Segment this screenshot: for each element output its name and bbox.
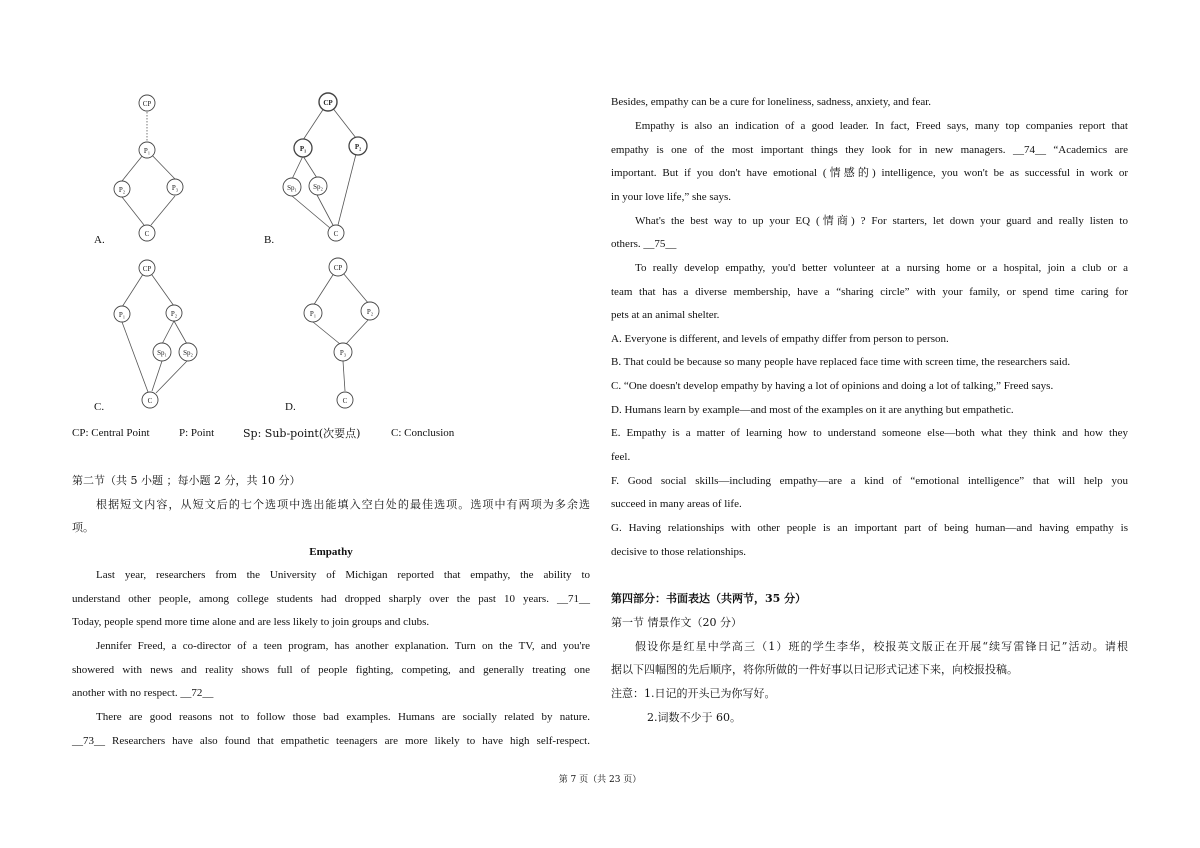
node-d-c: C <box>342 397 348 405</box>
option-f-cont: succeed in many areas of life. <box>611 498 742 510</box>
part4-subheading: 第一节 情景作文（20 分） <box>611 616 742 629</box>
part4-note-2: 2.词数不少于 60。 <box>647 711 741 724</box>
node-b-p1: P₁ <box>299 145 307 153</box>
passage-line: There are good reasons not to follow those bad examples. Humans are socially related by nature. <box>96 711 590 723</box>
passage-line: another with no respect. __72__ <box>72 687 214 699</box>
passage-line: Jennifer Freed, a co-director of a teen program, has another explanation. Turn on the TV, and you're <box>96 640 590 652</box>
node-b-cp: CP <box>323 99 333 107</box>
node-a-p3: P₃ <box>171 184 179 192</box>
part4-instruction: 假设你是红星中学高三（1）班的学生李华，校报英文版正在开展“续写雷锋日记”活动。请根 <box>635 640 1128 653</box>
legend-sp: Sp: Sub-point(次要点) <box>243 427 361 440</box>
node-b-sp1: Sp₁ <box>287 184 297 192</box>
option-g: G. Having relationships with other people is an important part of being human—and having empathy is <box>611 522 1128 534</box>
node-c-cp: CP <box>142 265 152 273</box>
node-c-p2: P₂ <box>170 310 178 318</box>
diagram-label-c: C. <box>94 401 105 413</box>
passage-line: Last year, researchers from the University of Michigan reported that empathy, the ability to <box>96 569 590 581</box>
section2-heading: 第二节（共 5 小题 ；每小题 2 分，共 10 分） <box>72 474 301 487</box>
option-d: D. Humans learn by example—and most of the examples on it are anything but empathetic. <box>611 404 1014 416</box>
passage-line: important. But if you don't have emotional (情感的) intelligence, you won't be as successful in work or <box>611 167 1128 179</box>
passage-line: Today, people spend more time alone and are less likely to join groups and clubs. <box>72 616 430 628</box>
passage-title: Empathy <box>309 546 353 558</box>
node-d-p3: P₃ <box>339 349 347 357</box>
option-b: B. That could be because so many people have replaced face time with screen time, the researchers said. <box>611 356 1071 368</box>
passage-line: empathy is one of the most important things they look for in new managers. __74__ “Academics are <box>611 144 1128 156</box>
node-a-p1: P₁ <box>143 147 151 155</box>
part4-heading: 第四部分：书面表达（共两节，35 分） <box>611 592 807 605</box>
passage-line: Empathy is also an indication of a good leader. In fact, Freed says, many top companies report that <box>635 120 1128 132</box>
node-d-p1: P₁ <box>309 310 317 318</box>
passage-line: __73__ Researchers have also found that empathetic teenagers are more likely to have high self-respect. <box>72 735 590 747</box>
node-d-cp: CP <box>333 264 343 272</box>
node-b-p2: P₂ <box>354 143 362 151</box>
option-e: E. Empathy is a matter of learning how to understand someone else—both what they think and how they <box>611 427 1128 439</box>
node-c-sp2: Sp₂ <box>183 349 193 357</box>
node-b-sp2: Sp₂ <box>313 183 323 191</box>
node-c-p1: P₁ <box>118 311 126 319</box>
legend-cp: CP: Central Point <box>72 427 150 439</box>
option-a: A. Everyone is different, and levels of empathy differ from person to person. <box>611 333 949 345</box>
option-e-cont: feel. <box>611 451 631 463</box>
passage-line: To really develop empathy, you'd better volunteer at a nursing home or a hospital, join a club or a <box>635 262 1128 274</box>
legend-c: C: Conclusion <box>391 427 455 439</box>
diagram-graphics <box>72 88 492 422</box>
node-b-c: C <box>333 230 339 238</box>
node-c-sp1: Sp₁ <box>157 349 167 357</box>
node-a-cp: CP <box>142 100 152 108</box>
option-c: C. “One doesn't develop empathy by having a lot of opinions and doing a lot of talking,” Freed says. <box>611 380 1054 392</box>
option-f: F. Good social skills—including empathy—are a kind of “emotional intelligence” that will help you <box>611 475 1128 487</box>
part4-note-1: 注意：1.日记的开头已为你写好。 <box>611 687 776 700</box>
passage-line: showered with news and reality shows full of people fighting, competing, and generally treating one <box>72 664 590 676</box>
passage-line: pets at an animal shelter. <box>611 309 720 321</box>
diagram-label-b: B. <box>264 234 275 246</box>
passage-line: understand other people, among college students had dropped sharply over the past 10 years. __71__ <box>72 593 590 605</box>
passage-line: Besides, empathy can be a cure for loneliness, sadness, anxiety, and fear. <box>611 96 932 108</box>
node-d-p2: P₂ <box>366 308 374 316</box>
page-footer: 第 7 页（共 23 页） <box>558 775 642 785</box>
section2-instruction-cont: 项。 <box>72 521 94 534</box>
section2-instruction: 根据短文内容，从短文后的七个选项中选出能填入空白处的最佳选项。选项中有两项为多余选 <box>96 498 590 511</box>
structure-diagrams <box>72 88 492 422</box>
node-a-c: C <box>144 230 150 238</box>
node-c-c: C <box>147 397 153 405</box>
diagram-label-d: D. <box>285 401 296 413</box>
passage-line: others. __75__ <box>611 238 677 250</box>
passage-line: team that has a diverse membership, have a “sharing circle” with your family, or spend time caring for <box>611 286 1128 298</box>
part4-instruction-cont: 据以下四幅图的先后顺序，将你所做的一件好事以日记形式记述下来，向校报投稿。 <box>611 663 1018 676</box>
legend-p: P: Point <box>179 427 215 439</box>
node-a-p2: P₂ <box>118 186 126 194</box>
passage-line: in your love life,” she says. <box>611 191 732 203</box>
diagram-label-a: A. <box>94 234 105 246</box>
passage-line: What's the best way to up your EQ (情商) ? For starters, let down your guard and really listen to <box>635 215 1128 227</box>
option-g-cont: decisive to those relationships. <box>611 546 747 558</box>
